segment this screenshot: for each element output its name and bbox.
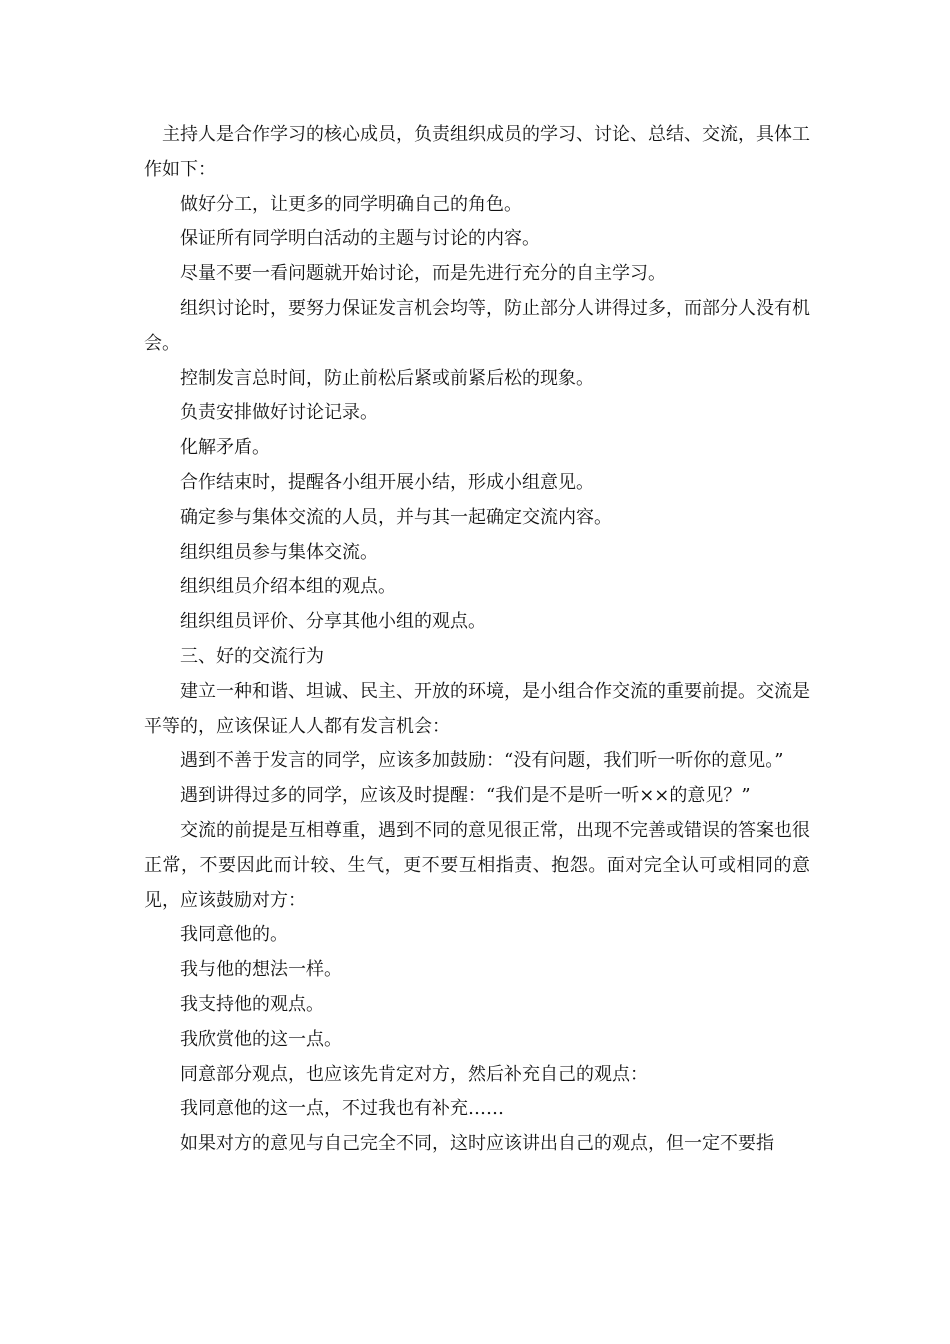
paragraph: 我同意他的。 <box>180 924 288 946</box>
document-body <box>144 118 810 1162</box>
paragraph: 组织讨论时，要努力保证发言机会均等，防止部分人讲得过多，而部分人没有机会。 <box>144 297 810 354</box>
paragraph: 我同意他的这一点，不过我也有补充…… <box>180 1098 504 1120</box>
paragraph: 做好分工，让更多的同学明确自己的角色。 <box>180 193 522 215</box>
paragraph: 我欣赏他的这一点。 <box>180 1028 342 1050</box>
section-heading: 三、好的交流行为 <box>180 645 324 667</box>
paragraph: 保证所有同学明白活动的主题与讨论的内容。 <box>180 228 540 250</box>
paragraph: 遇到不善于发言的同学，应该多加鼓励：“没有问题，我们听一听你的意见。” <box>180 750 784 772</box>
paragraph: 同意部分观点，也应该先肯定对方，然后补充自己的观点： <box>180 1063 648 1085</box>
paragraph: 化解矛盾。 <box>180 437 270 459</box>
paragraph: 建立一种和谐、坦诚、民主、开放的环境，是小组合作交流的重要前提。交流是平等的，应该保证人人都有发言机会： <box>144 680 810 737</box>
paragraph: 确定参与集体交流的人员，并与其一起确定交流内容。 <box>180 506 612 528</box>
paragraph: 如果对方的意见与自己完全不同，这时应该讲出自己的观点，但一定不要指 <box>180 1133 774 1155</box>
paragraph: 组织组员评价、分享其他小组的观点。 <box>180 611 486 633</box>
paragraph: 主持人是合作学习的核心成员，负责组织成员的学习、讨论、总结、交流，具体工作如下： <box>144 124 810 180</box>
paragraph: 交流的前提是互相尊重，遇到不同的意见很正常，出现不完善或错误的答案也很正常，不要因此而计较、生气，更不要互相指责、抱怨。面对完全认可或相同的意见，应该鼓励对方： <box>144 819 810 911</box>
paragraph: 组织组员参与集体交流。 <box>180 541 378 563</box>
paragraph: 我与他的想法一样。 <box>180 959 342 981</box>
paragraph: 负责安排做好讨论记录。 <box>180 402 378 424</box>
paragraph: 遇到讲得过多的同学，应该及时提醒：“我们是不是听一听××的意见？” <box>180 785 751 807</box>
paragraph: 我支持他的观点。 <box>180 993 324 1015</box>
paragraph: 合作结束时，提醒各小组开展小结，形成小组意见。 <box>180 471 594 493</box>
paragraph: 尽量不要一看问题就开始讨论，而是先进行充分的自主学习。 <box>180 263 666 285</box>
paragraph: 控制发言总时间，防止前松后紧或前紧后松的现象。 <box>180 367 594 389</box>
paragraph: 组织组员介绍本组的观点。 <box>180 576 396 598</box>
